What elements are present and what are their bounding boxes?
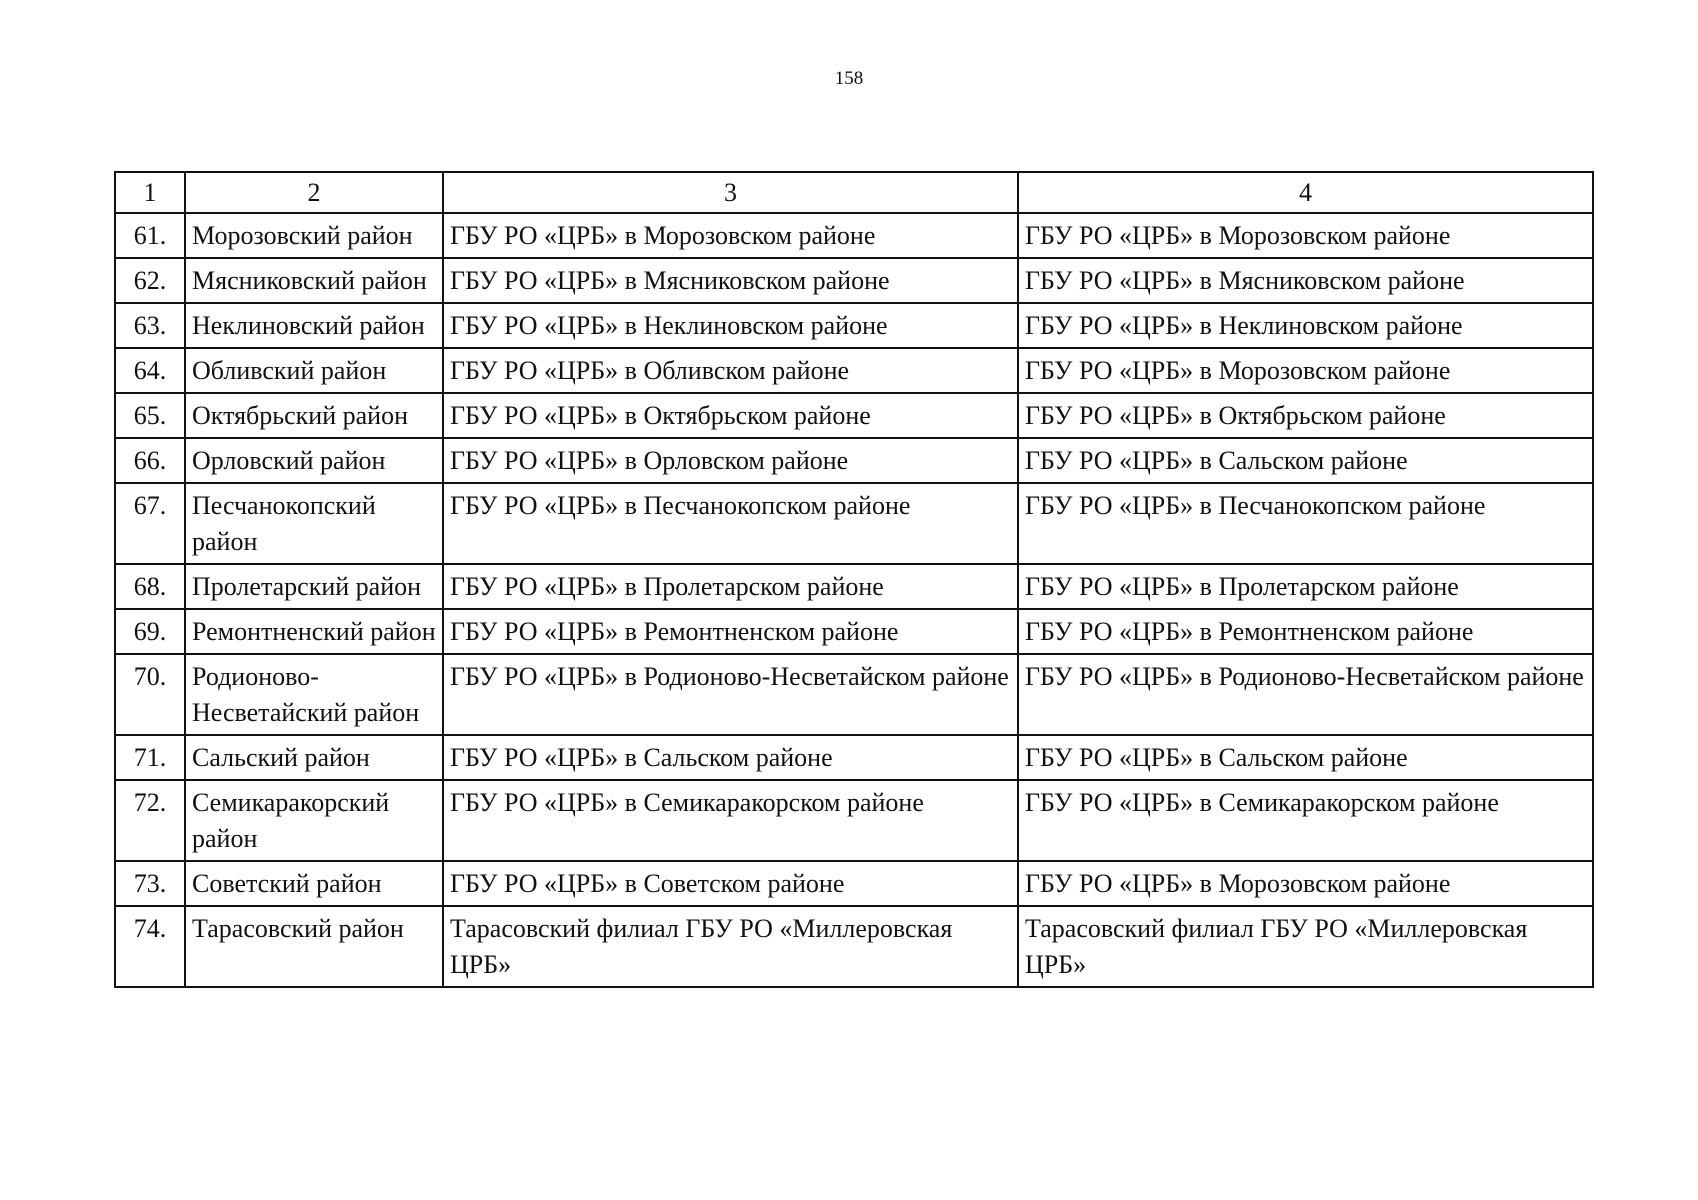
district-cell: Тарасовский район — [185, 906, 443, 987]
row-number: 64. — [115, 348, 185, 393]
table-row — [115, 258, 1593, 303]
assigned-institution-cell: ГБУ РО «ЦРБ» в Морозовском районе — [1018, 213, 1593, 258]
institution-cell: ГБУ РО «ЦРБ» в Пролетарском районе — [443, 564, 1018, 609]
assigned-institution-cell: ГБУ РО «ЦРБ» в Морозовском районе — [1018, 861, 1593, 906]
district-cell: Родионово-Несветайский район — [185, 654, 443, 735]
header-cell: 1 — [115, 172, 185, 213]
table-row — [115, 393, 1593, 438]
row-number: 66. — [115, 438, 185, 483]
page-number: 158 — [834, 68, 864, 89]
assigned-institution-cell: ГБУ РО «ЦРБ» в Родионово-Несветайском районе — [1018, 654, 1593, 735]
district-cell: Пролетарский район — [185, 564, 443, 609]
assigned-institution-cell: ГБУ РО «ЦРБ» в Мясниковском районе — [1018, 258, 1593, 303]
table-row — [115, 735, 1593, 780]
table-row — [115, 906, 1593, 987]
row-number: 68. — [115, 564, 185, 609]
row-number: 67. — [115, 483, 185, 564]
row-number: 70. — [115, 654, 185, 735]
header-cell: 4 — [1018, 172, 1593, 213]
district-cell: Мясниковский район — [185, 258, 443, 303]
assigned-institution-cell: ГБУ РО «ЦРБ» в Октябрьском районе — [1018, 393, 1593, 438]
institution-cell: ГБУ РО «ЦРБ» в Морозовском районе — [443, 213, 1018, 258]
district-cell: Песчанокопский район — [185, 483, 443, 564]
table-header-row — [115, 172, 1593, 213]
district-cell: Семикаракорский район — [185, 780, 443, 861]
institution-cell: ГБУ РО «ЦРБ» в Советском районе — [443, 861, 1018, 906]
row-number: 63. — [115, 303, 185, 348]
row-number: 62. — [115, 258, 185, 303]
table-row — [115, 780, 1593, 861]
row-number: 71. — [115, 735, 185, 780]
table-row — [115, 483, 1593, 564]
row-number: 61. — [115, 213, 185, 258]
assigned-institution-cell: ГБУ РО «ЦРБ» в Ремонтненском районе — [1018, 609, 1593, 654]
hospital-table — [114, 171, 1594, 988]
institution-cell: ГБУ РО «ЦРБ» в Песчанокопском районе — [443, 483, 1018, 564]
table-row — [115, 654, 1593, 735]
table-row — [115, 303, 1593, 348]
institution-cell: ГБУ РО «ЦРБ» в Мясниковском районе — [443, 258, 1018, 303]
assigned-institution-cell: ГБУ РО «ЦРБ» в Морозовском районе — [1018, 348, 1593, 393]
institution-cell: ГБУ РО «ЦРБ» в Семикаракорском районе — [443, 780, 1018, 861]
assigned-institution-cell: ГБУ РО «ЦРБ» в Сальском районе — [1018, 438, 1593, 483]
table-row — [115, 861, 1593, 906]
institution-cell: ГБУ РО «ЦРБ» в Сальском районе — [443, 735, 1018, 780]
row-number: 65. — [115, 393, 185, 438]
institution-cell: ГБУ РО «ЦРБ» в Октябрьском районе — [443, 393, 1018, 438]
header-cell: 3 — [443, 172, 1018, 213]
assigned-institution-cell: ГБУ РО «ЦРБ» в Сальском районе — [1018, 735, 1593, 780]
table-row — [115, 348, 1593, 393]
institution-cell: ГБУ РО «ЦРБ» в Родионово-Несветайском районе — [443, 654, 1018, 735]
row-number: 73. — [115, 861, 185, 906]
institution-cell: Тарасовский филиал ГБУ РО «Миллеровская ЦРБ» — [443, 906, 1018, 987]
district-cell: Морозовский район — [185, 213, 443, 258]
district-cell: Советский район — [185, 861, 443, 906]
district-cell: Сальский район — [185, 735, 443, 780]
assigned-institution-cell: ГБУ РО «ЦРБ» в Семикаракорском районе — [1018, 780, 1593, 861]
assigned-institution-cell: ГБУ РО «ЦРБ» в Неклиновском районе — [1018, 303, 1593, 348]
assigned-institution-cell: ГБУ РО «ЦРБ» в Пролетарском районе — [1018, 564, 1593, 609]
table-row — [115, 438, 1593, 483]
institution-cell: ГБУ РО «ЦРБ» в Ремонтненском районе — [443, 609, 1018, 654]
district-cell: Октябрьский район — [185, 393, 443, 438]
assigned-institution-cell: Тарасовский филиал ГБУ РО «Миллеровская ЦРБ» — [1018, 906, 1593, 987]
district-cell: Ремонтненский район — [185, 609, 443, 654]
table-row — [115, 213, 1593, 258]
district-cell: Орловский район — [185, 438, 443, 483]
table-row — [115, 564, 1593, 609]
institution-cell: ГБУ РО «ЦРБ» в Неклиновском районе — [443, 303, 1018, 348]
header-cell: 2 — [185, 172, 443, 213]
row-number: 74. — [115, 906, 185, 987]
institution-cell: ГБУ РО «ЦРБ» в Орловском районе — [443, 438, 1018, 483]
institution-cell: ГБУ РО «ЦРБ» в Обливском районе — [443, 348, 1018, 393]
row-number: 72. — [115, 780, 185, 861]
assigned-institution-cell: ГБУ РО «ЦРБ» в Песчанокопском районе — [1018, 483, 1593, 564]
row-number: 69. — [115, 609, 185, 654]
table-row — [115, 609, 1593, 654]
district-cell: Обливский район — [185, 348, 443, 393]
district-cell: Неклиновский район — [185, 303, 443, 348]
